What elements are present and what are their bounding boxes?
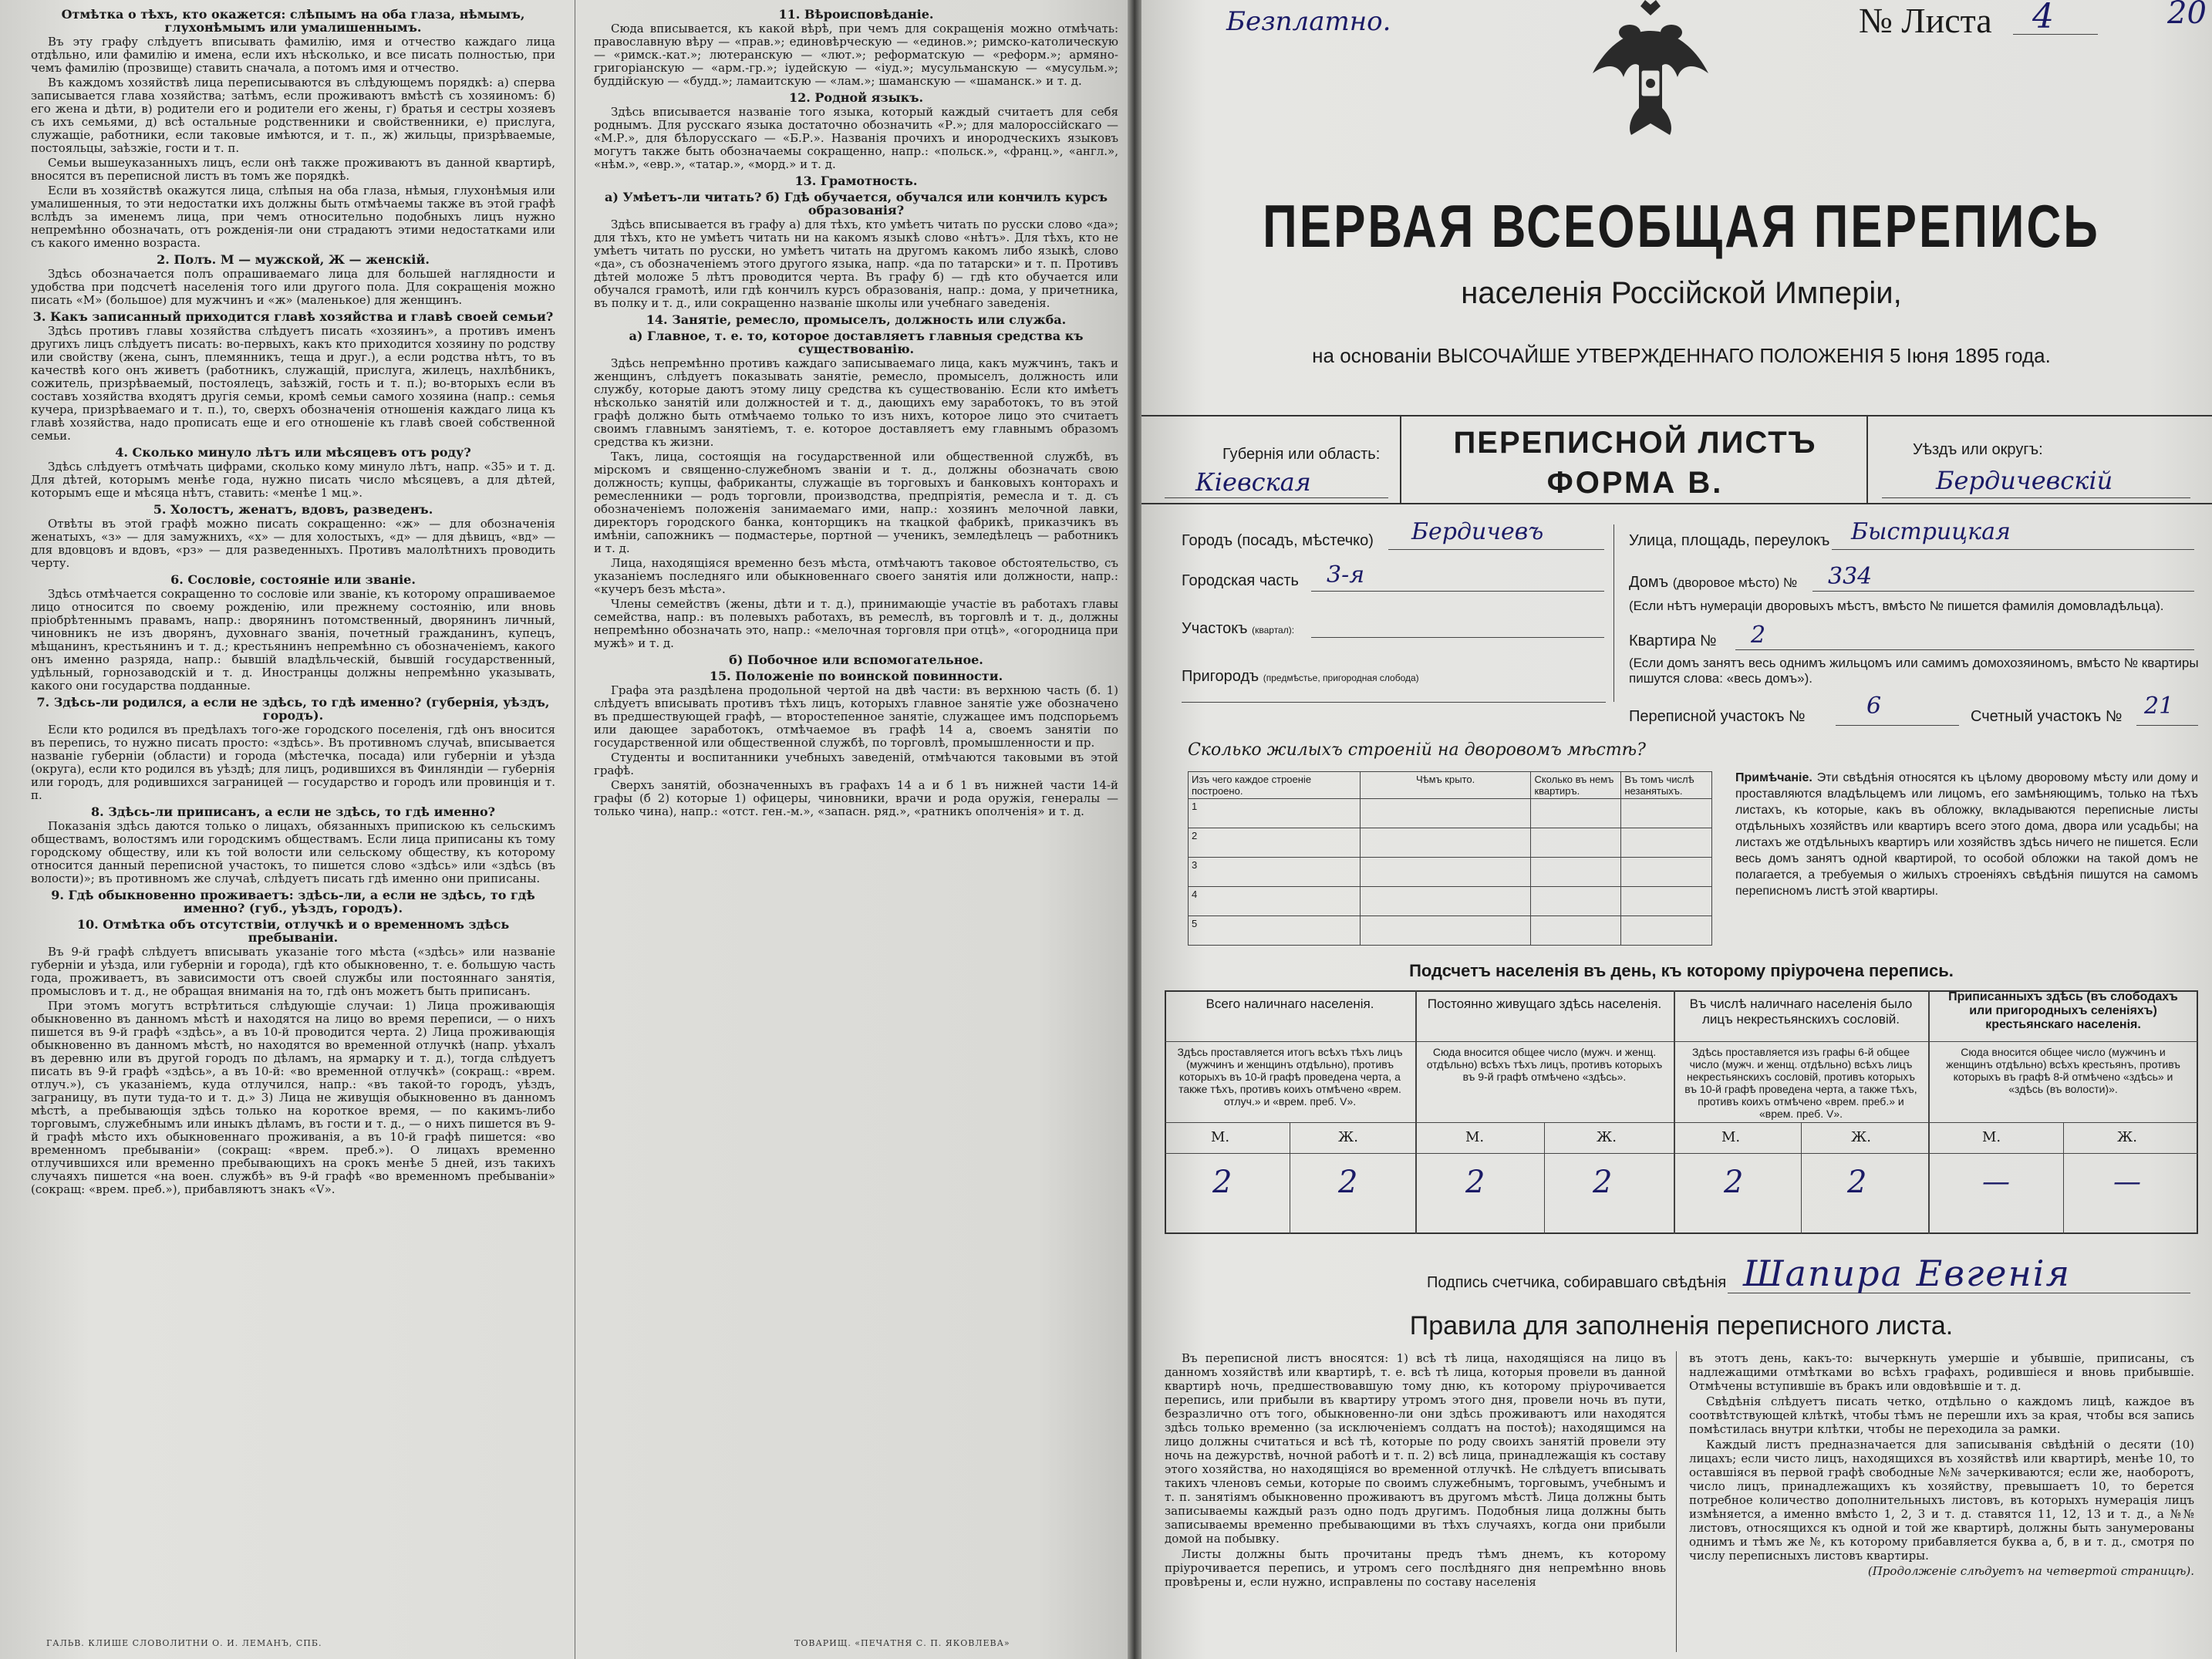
count-col4-head: Приписанныхъ здѣсь (въ слободахъ или пригородныхъ селеніяхъ) крестьянскаго населенія. [1948, 990, 2178, 1031]
buildings-header-material: Изъ чего каждое строеніе построено. [1189, 772, 1361, 799]
instruction-paragraph: Показанія здѣсь даются только о лицахъ, обязанныхъ припискою къ сельскимъ обществамъ, волостямъ или городскимъ обществамъ. Если лица приписаны къ тому городскому обществу, или къ той волости или сельскому обществу, къ которому относится данный переписной участокъ, то пишется слово «здѣсь» или «здѣсь (въ волости)»; въ противномъ же случаѣ, слѣдуетъ писать гдѣ именно они приписаны. [31, 819, 555, 885]
instruction-paragraph: Если въ хозяйствѣ окажутся лица, слѣпыя на оба глаза, нѣмыя, глухонѣмыя или умалишенныя, то эти недостатки ихъ должны быть отмѣчаемы также въ этой графѣ вслѣдъ за именемъ лица, при чемъ относительно подобныхъ лицъ нужно непремѣнно обозначать, отъ рожденія-ли они страдаютъ этими недостатками или съ какого именно возраста. [31, 184, 555, 250]
count-col4-f-value[interactable]: — [2113, 1166, 2141, 1198]
counter-district-label: Счетный участокъ № [1971, 708, 2123, 725]
rules-right-paragraph-1: въ этотъ день, какъ-то: вычеркнуть умершіе и убывшіе, приписаны, съ надлежащими отмѣтками во всѣхъ графахъ, родившіеся и вновь прибывшіе. Отмѣчены вступившіе въ бракъ или овдовѣвшіе и т. д. [1689, 1351, 2194, 1393]
instruction-heading: 2. Полъ. М — мужской, Ж — женскій. [157, 252, 430, 267]
buildings-cell[interactable] [1531, 828, 1621, 858]
instruction-heading: 8. Здѣсь-ли приписанъ, а если не здѣсь, то гдѣ именно? [90, 804, 496, 819]
buildings-row-number: 3 [1189, 858, 1361, 887]
header-divider-right [1866, 415, 1868, 504]
instruction-paragraph: Въ каждомъ хозяйствѣ лица переписываются въ слѣдующемъ порядкѣ: а) сперва записывается глава хозяйства; затѣмъ, если проживаютъ вмѣстѣ съ хозяиномъ: б) его жена и дѣти, в) родители его и родители его жены, г) братья и сестры хозяевъ съ ихъ семьями, д) всѣ остальные родственники и свойственники, е) прислуга, служащіе, работники, если таковые имѣются, и т. п., ж) жильцы, призрѣваемые, постояльцы, заѣзжіе, гости и т. п. [31, 76, 555, 155]
buildings-cell[interactable] [1621, 799, 1712, 828]
city-part-label: Городская часть [1182, 572, 1299, 589]
district-line [1311, 637, 1604, 638]
instruction-paragraph: Если кто родился въ предѣлахъ того-же городского поселенія, гдѣ онъ вносится въ перепись, то нужно писать просто: «здѣсь». Въ противномъ случаѣ, вписывается названіе губерніи (области) и города (мѣстечка, посада) или губерніи и уѣзда (округа), если кто родился въ уѣздѣ; для лицъ, родившихся въ Финляндіи — губернія или городъ, для родившихся заграницей — государство и городъ или провинція и т. п. [31, 723, 555, 802]
buildings-note [1735, 770, 2198, 899]
count-col-divider-1 [1415, 990, 1417, 1234]
house-label [1629, 574, 1797, 592]
count-col-divider-2 [1674, 990, 1675, 1234]
continued-note: (Продолженіе слѣдуетъ на четвертой страницѣ). [1867, 1564, 2194, 1578]
buildings-cell[interactable] [1360, 858, 1531, 887]
rules-divider [1676, 1351, 1677, 1652]
city-line [1388, 549, 1604, 550]
instruction-heading: а) Главное, т. е. то, которое доставляетъ главныя средства къ существованію. [629, 329, 1084, 356]
instruction-heading: Отмѣтка о тѣхъ, кто окажется: слѣпымъ на оба глаза, нѣмымъ, глухонѣмымъ или умалишеннымъ. [61, 7, 525, 35]
district-note: (квартал): [1252, 625, 1295, 636]
buildings-cell[interactable] [1621, 828, 1712, 858]
instruction-heading: 13. Грамотность. [794, 174, 918, 188]
buildings-cell[interactable] [1360, 916, 1531, 946]
gubernia-label: Губернія или область: [1222, 446, 1381, 463]
count-col4-desc: Сюда вносится общее число (мужчинъ и женщинъ отдѣльно) всѣхъ крестьянъ, противъ которыхъ въ графѣ 8-й отмѣчено «здѣсь» и «здѣсь (въ волости)». [1946, 1046, 2180, 1095]
instruction-paragraph: Въ эту графу слѣдуетъ вписывать фамилію, имя и отчество каждаго лица отдѣльно, или фамилію и имена, если ихъ нѣсколько, и все писать полностью, при чемъ фамилію (прозвище) ставить сначала, а потомъ имя и отчество. [31, 35, 555, 75]
city-part-field[interactable]: 3-я [1327, 561, 1365, 588]
buildings-header-apartments: Сколько въ немъ квартиръ. [1531, 772, 1621, 799]
note-text: Эти свѣдѣнія относятся къ цѣлому дворовому мѣсту или дому и проставляются владѣльцемъ или лицомъ, его замѣняющимъ, только на тѣхъ листахъ, къ которые, какъ въ обложку, вкладываются переписные листы отдѣльныхъ хозяйствъ или квартиръ всего этого дома, двора или усадьбы; на листахъ же отдѣльныхъ квартиръ или хозяйствъ здѣсь ничего не пишется. Если весь домъ занятъ одной квартирой, то особой обложки на такой домъ не полагается, а требуемыя о жилыхъ строеніяхъ свѣдѣнія пишутся на самомъ переписномъ листѣ этой квартиры. [1735, 771, 2198, 898]
census-district-field[interactable]: 6 [1866, 693, 1882, 720]
instruction-paragraph: Графа эта раздѣлена продольной чертой на двѣ части: въ верхнюю часть (б. 1) слѣдуетъ вписывать противъ тѣхъ лицъ, которыхъ главное занятіе уже обозначено въ предшествующей графѣ, — второстепенное занятіе, служащее имъ подспорьемъ или дающее заработокъ, отмѣчаемое въ графѣ 14 а, своемъ занятіи по государственной или общественной службѣ, по торговлѣ, промышленности и пр. [594, 683, 1118, 750]
instruction-heading: 15. Положеніе по воинской повинности. [709, 669, 1003, 683]
count-col-divider-3 [1928, 990, 1930, 1234]
count-mf-divider-2 [1544, 1122, 1545, 1234]
instruction-paragraph: Здѣсь противъ главы хозяйства слѣдуетъ писать «хозяинъ», а противъ именъ другихъ лицъ слѣдуетъ писать: во-первыхъ, какъ кто приходится хозяину по родству или свойству (жена, сынъ, племянникъ, теща и друг.), а если родства нѣтъ, то въ качествѣ кого онъ живетъ (работникъ, служащій, прислуга, жилецъ, нахлѣбникъ, сожитель, призрѣваемый, постоялецъ, заѣзжій, гость и т. п.); во-вторыхъ если въ составъ хозяйства входятъ другія семьи, кромѣ семьи самого хозяина (напр.: семья кучера, призрѣваемаго и т. п.), то, сверхъ обозначенія отношенія каждаго лица къ главѣ хозяйства, надо прописать еще и его отношеніе къ главѣ своей собственной семьи. [31, 324, 555, 443]
imperial-eagle-emblem [1585, 0, 1716, 139]
page-corner-number: 20 [2167, 0, 2207, 31]
instruction-heading: 14. Занятіе, ремесло, промыселъ, должность или служба. [646, 312, 1067, 327]
instruction-paragraph: Здѣсь вписывается въ графу а) для тѣхъ, кто умѣетъ читать по русски слово «да»; для тѣхъ, кто не умѣетъ читать ни на какомъ языкѣ слово «нѣтъ». Для тѣхъ, кто не умѣетъ читать по русски, но умѣетъ читать на другомъ какомъ либо языкѣ, слово «да», съ обозначеніемъ этого другого языка, напр. «да по татарски» и т. п. Противъ дѣтей моложе 5 лѣтъ проводится черта. Въ графу б) — гдѣ кто обучается или обучался грамотѣ, или гдѣ кончилъ курсъ образованія, напр.: дома, у причетника, въ полку и т. д., или сокращенно названіе школы или учебнаго заведенія. [594, 217, 1118, 310]
buildings-cell[interactable] [1531, 916, 1621, 946]
count-col2-desc: Сюда вносится общее число (мужч. и женщ. отдѣльно) всѣхъ тѣхъ лицъ, противъ которыхъ въ 9-й графѣ отмѣчено «здѣсь». [1426, 1046, 1663, 1083]
count-col1-head: Всего наличнаго населенія. [1205, 996, 1374, 1011]
instruction-paragraph: Здѣсь непремѣнно противъ каждаго записываемаго лица, какъ мужчинъ, такъ и женщинъ, слѣдуетъ показывать занятіе, ремесло, промыселъ, должность или службу, которые даютъ этому лицу средства къ существованію. Если кто имѣетъ нѣсколько занятій или должностей и т. д., дающихъ ему заработокъ, то въ этой графѣ должно быть отмѣчаемо только то изъ нихъ, которое лицо это считаетъ своимъ главнымъ занятіемъ, т. е. которое доставляетъ ему главнымъ образомъ средства къ жизни. [594, 356, 1118, 449]
instructions-column-a [31, 0, 555, 1659]
gubernia-field[interactable]: Кіевская [1195, 467, 1311, 497]
count-col3-f-value[interactable]: 2 [1847, 1165, 1867, 1200]
suburb-note: (предмѣстье, пригородная слобода) [1263, 673, 1419, 683]
rules-right-column [1689, 1351, 2194, 1578]
house-label-text: Домъ [1629, 574, 1669, 591]
count-col1-m-label: М. [1211, 1129, 1230, 1145]
instruction-paragraph: Сюда вписывается, къ какой вѣрѣ, при чемъ для сокращенія можно отмѣчать: православную вѣру — «прав.»; единовѣрческую — «единов.»; римско-католическую — «римск.-кат.»; лютеранскую — «лют.»; реформатскую — «реформ.»; армяно-григоріанскую — «арм.-гр.»; іудейскую — «іуд.»; мусульманскую — «мусульм.»; буддійскую — «будд.»; ламаитскую — «лам.»; шаманскую — «шаманск.» и т. д. [594, 22, 1118, 88]
instruction-paragraph: Въ 9-й графѣ слѣдуетъ вписывать указаніе того мѣста («здѣсь» или названіе губерніи и уѣзда, или губерніи и города), гдѣ кто обыкновенно, т. е. большую часть года, проживаетъ, въ зависимости отъ своей службы или постояннаго занятія, промысловъ и т. д., не обращая вниманія на то, гдѣ онъ можетъ быть приписанъ. [31, 945, 555, 998]
rules-left-paragraph-2: Листы должны быть прочитаны предъ тѣмъ днемъ, къ которому пріурочивается перепись, и утромъ сего послѣдняго дня непремѣнно вновь провѣрены и, если нужно, исправлены по составу населенія [1165, 1547, 1666, 1589]
buildings-cell[interactable] [1621, 887, 1712, 916]
buildings-row-number: 2 [1189, 828, 1361, 858]
buildings-row-number: 5 [1189, 916, 1361, 946]
census-subtitle: населенія Россійской Имперіи, [1461, 276, 1902, 310]
count-col2-f-value[interactable]: 2 [1593, 1165, 1613, 1200]
instruction-heading: 10. Отмѣтка объ отсутствіи, отлучкѣ и о временномъ здѣсь пребываніи. [76, 917, 510, 945]
suburb-line [1182, 702, 1606, 703]
signature-field[interactable]: Шапира Евгенія [1743, 1253, 2071, 1294]
buildings-row-number: 4 [1189, 887, 1361, 916]
count-col2-f-label: Ж. [1597, 1129, 1617, 1145]
instruction-paragraph: Здѣсь обозначается полъ опрашиваемаго лица для большей наглядности и удобства при подсчетѣ населенія того или другого пола. Для сокращенія можно писать «М» (большое) для мужчинъ и «ж» (маленькое) для женщинъ. [31, 267, 555, 307]
sheet-number-label: № Листа [1859, 1, 1992, 40]
street-line [1832, 549, 2194, 550]
instruction-heading: 3. Какъ записанный приходится главѣ хозяйства и главѣ своей семьи? [32, 309, 554, 324]
buildings-header-roof: Чѣмъ крыто. [1360, 772, 1531, 799]
house-footnote: (Если нѣтъ нумераціи дворовыхъ мѣстъ, вмѣсто № пишется фамилія домовладѣльца). [1629, 599, 2164, 613]
instruction-heading: 4. Сколько минуло лѣтъ или мѣсяцевъ отъ роду? [115, 445, 471, 460]
sheet-number-line [2013, 34, 2098, 35]
buildings-cell[interactable] [1360, 887, 1531, 916]
count-col4-m-value[interactable]: — [1982, 1166, 2010, 1198]
count-col3-desc: Здѣсь проставляется изъ графы 6-й общее число (мужч. и женщ. отдѣльно) всѣхъ лицъ некрестьянскихъ сословій, противъ которыхъ въ 10-й графѣ проведена черта, а также тѣхъ, противъ коихъ отмѣчено «врем. преб.» и «врем. преб. V». [1684, 1046, 1917, 1120]
count-col3-f-label: Ж. [1851, 1129, 1871, 1145]
instruction-paragraph: Лица, находящіяся временно безъ мѣста, отмѣчаютъ таковое обстоятельство, съ указаніемъ последняго или обыкновеннаго своего занятія или должности, напр.: «кучеръ безъ мѣста». [594, 556, 1118, 596]
city-field[interactable]: Бердичевъ [1411, 518, 1544, 545]
buildings-header-vacant: Въ томъ числѣ незанятыхъ. [1621, 772, 1712, 799]
count-col1-f-label: Ж. [1338, 1129, 1358, 1145]
count-col1-m-value[interactable]: 2 [1212, 1165, 1232, 1200]
buildings-cell[interactable] [1531, 887, 1621, 916]
rules-left-paragraph: Въ переписной листъ вносятся: 1) всѣ тѣ лица, находящіяся на лицо въ данномъ хозяйствѣ или квартирѣ, т. е. всѣ тѣ лица, которыя провели въ данной квартирѣ ночь, предшествовавшую тому дню, къ которому пріурочивается перепись, или прибыли въ квартиру утромъ этого дня, провели ночь въ пути, безразлично отъ того, обыкновенно-ли они здѣсь проживаютъ или находятся здѣсь только временно (за исключеніемъ солдатъ на постоѣ); находящимся на лицо должны считаться и всѣ тѣ, которые по роду своихъ занятій провели эту ночь на дежурствѣ, ночной работѣ и т. п. 2) всѣ лица, принадлежащія къ составу этого хозяйства, но находящіяся во временной отлучкѣ. Не слѣдуетъ вписывать такихъ членовъ семьи, которые по своимъ служебнымъ, торговымъ, учебнымъ и т. п. занятіямъ обыкновенно проживаютъ въ другомъ мѣстѣ. Лица должны быть записываемы каждый разъ одно подъ другимъ. Подобныя лица должны быть записываемы временно пребывающими въ тѣхъ случаяхъ, когда они прибыли домой на побывку. [1165, 1351, 1666, 1546]
printer-imprint-left: ГАЛЬВ. КЛИШЕ СЛОВОЛИТНИ О. И. ЛЕМАНЪ, СПБ. [46, 1638, 322, 1648]
census-district-label: Переписной участокъ № [1629, 708, 1806, 725]
form-title: ПЕРЕПИСНОЙ ЛИСТЪ [1453, 426, 1817, 460]
census-form-page [1141, 0, 2212, 1659]
address-divider [1613, 524, 1614, 702]
instruction-heading: 5. Холостъ, женатъ, вдовъ, разведенъ. [153, 502, 433, 517]
count-col3-m-label: М. [1721, 1129, 1741, 1145]
instruction-heading: 12. Родной языкъ. [788, 90, 924, 105]
street-field[interactable]: Быстрицкая [1851, 518, 2011, 545]
header-band-bottom [1141, 503, 2212, 504]
district-label-text: Участокъ [1182, 620, 1248, 637]
buildings-cell[interactable] [1360, 828, 1531, 858]
counter-district-line [2136, 725, 2198, 726]
signature-label: Подпись счетчика, собиравшаго свѣдѣнія [1427, 1274, 1727, 1291]
instruction-paragraph: Сверхъ занятій, обозначенныхъ въ графахъ 14 а и б 1 въ нижней части 14-й графы (б 2) которые 1) офицеры, чиновники, врачи и рода оружія, генералы — только чина), напр.: «отст. ген.-м.», «запасн. ряд.», «ратникъ ополченія» и т. д. [594, 778, 1118, 818]
census-title: ПЕРВАЯ ВСЕОБЩАЯ ПЕРЕПИСЬ [1263, 194, 2100, 261]
instruction-heading: б) Побочное или вспомогательное. [729, 652, 983, 667]
instruction-heading: 7. Здѣсь-ли родился, а если не здѣсь, то гдѣ именно? (губернія, уѣздъ, городъ). [36, 695, 550, 723]
instruction-paragraph: Здѣсь вписывается названіе того языка, который каждый считаетъ для себя роднымъ. Для русскаго языка достаточно обозначить «Р.»; для малороссійскаго — «М.Р.», для бѣлорусскаго — «Б.Р.». Названія прочихъ и инородческихъ языковъ могутъ также быть обозначаемы сокращенно, напр.: «польск.», «франц.», «англ.», «нѣм.», «евр.», «татар.», «морд.» и т. д. [594, 105, 1118, 171]
house-field[interactable]: 334 [1828, 563, 1873, 590]
count-col3-head: Въ числѣ наличнаго населенія было лицъ некрестьянскихъ сословій. [1689, 996, 1913, 1027]
city-part-line [1311, 591, 1604, 592]
instruction-paragraph: Семьи вышеуказанныхъ лицъ, если онѣ также проживаютъ въ данной квартирѣ, вносятся въ переписной листъ въ томъ же порядкѣ. [31, 156, 555, 183]
instruction-heading: 11. Вѣроисповѣданіе. [778, 7, 934, 22]
rules-left-column [1165, 1351, 1666, 1589]
buildings-cell[interactable] [1531, 858, 1621, 887]
suburb-label-text: Пригородъ [1182, 668, 1259, 685]
population-count-title: Подсчетъ населенія въ день, къ которому пріурочена перепись. [1409, 961, 1954, 980]
census-district-line [1836, 725, 1959, 726]
buildings-cell[interactable] [1621, 858, 1712, 887]
uezd-field[interactable]: Бердичевскій [1936, 466, 2113, 495]
header-band-top [1141, 415, 2212, 416]
note-title: Примѣчаніе. [1735, 771, 1812, 784]
count-col2-head: Постоянно живущаго здѣсь населенія. [1427, 996, 1662, 1011]
apartment-line [1735, 649, 2194, 650]
sheet-number-value: 4 [2032, 0, 2054, 36]
instruction-heading: 9. Гдѣ обыкновенно проживаетъ: здѣсь-ли, а если не здѣсь, то гдѣ именно? (губ., уѣздъ, городъ). [51, 888, 535, 915]
instruction-paragraph: При этомъ могутъ встрѣтиться слѣдующіе случаи: 1) Лица проживающія обыкновенно въ данномъ мѣстѣ и находятся на лицо во время переписи, — о нихъ пишется въ 9-й графѣ «здѣсь», а въ 10-й проводится черта. 2) Лица проживающія обыкновенно въ данномъ мѣстѣ, но находятся во временной отлучкѣ (напр. уѣхалъ въ деревню или въ другой городъ по дѣламъ, на ярмарку и т. д.), тогда слѣдуетъ писать въ 9-й графѣ «здѣсь», а въ 10-й: «во временной отлучкѣ» (сокращ.: «врем. отлуч.»), съ указаніемъ, куда отлучился, напр.: «въ такой-то городъ, уѣздъ, заграницу, въ пути туда-то и т. д.» 3) Лица не живущія обыкновенно въ данномъ мѣстѣ, а пребывающія здѣсь только на короткое время, — по какимъ-либо торговымъ, служебнымъ или иныкъ дѣламъ, въ гости и т. д., — о нихъ пишется въ 9-й графѣ мѣсто ихъ обыкновеннаго проживанія, а въ 10-й графѣ пишется: «во временномъ пребываніи» (сокращ: «врем. преб.»). О лицахъ временно отлучившихся или временно пребывающихъ на срокъ менѣе 5 дней, изъ такихъ случаяхъ пишется «на воен. службѣ» въ 9-й графѣ «во временномъ пребываніи» (сокращ: «врем. преб.»), прибавляютъ знакъ «V». [31, 999, 555, 1196]
city-label: Городъ (посадъ, мѣстечко) [1182, 532, 1374, 549]
count-col4-m-label: М. [1982, 1129, 2001, 1145]
count-head-rule [1165, 1041, 2198, 1042]
instruction-heading: а) Умѣетъ-ли читать? б) Гдѣ обучается, обучался или кончилъ курсъ образованія? [604, 190, 1108, 217]
uezd-line [1882, 497, 2190, 498]
count-col1-desc: Здѣсь проставляется итогъ всѣхъ тѣхъ лицъ (мужчинъ и женщинъ отдѣльно), противъ которыхъ въ 10-й графѣ проведена черта, а также тѣхъ, противъ коихъ отмѣчено «врем. отлуч.» и «врем. преб. V». [1177, 1046, 1403, 1108]
rules-title: Правила для заполненія переписного листа. [1409, 1311, 1954, 1340]
count-mf-divider-3 [1801, 1122, 1802, 1234]
count-mf-rule [1165, 1153, 2198, 1154]
instructions-column-b [594, 0, 1118, 1659]
buildings-cell[interactable] [1531, 799, 1621, 828]
instruction-paragraph: Такъ, лица, состоящія на государственной или общественной службѣ, въ мірскомъ и священно-служебномъ званіи и т. д., должны обозначать свою должность; купцы, фабриканты, служащіе въ торговыхъ и банковыхъ конторахъ и ремесленники — родъ торговли, производства, предпріятія, ремесла и т. д. съ обозначеніемъ положенія занимаемаго ими, напр.: хозяинъ мелочной лавки, директоръ городского банка, конторщикъ на ткацкой фабрикѣ, приказчикъ въ имѣніи, сапожникъ — подмастерье, портной — ученикъ, земледѣлецъ — работникъ и т. д. [594, 450, 1118, 555]
instruction-paragraph: Члены семействъ (жены, дѣти и т. д.), принимающіе участіе въ работахъ главы семейства, напр.: въ полевыхъ работахъ, въ ремеслѣ, въ торговлѣ и т. д., должны непремѣнно обозначать это, напр.: «мелочная торговля при отцѣ», «огородница при мужѣ» и т. д. [594, 597, 1118, 650]
instruction-paragraph: Здѣсь отмѣчается сокращенно то сословіе или званіе, къ которому опрашиваемое лицо относится по своему рожденію, или прежнему состоянію, или вновь пріобрѣтеннымъ правамъ, напр.: дворянинъ потомственный, дворянинъ личный, чиновникъ не изъ дворянъ, духовнаго званія, почетный гражданинъ, купецъ, мѣщанинъ, крестьянинъ и т. д.; крестьянинъ непремѣнно съ обозначеніемъ, какого онъ именно разряда, напр.: бывшій владѣльческій, бывшій государственный, удѣльный, горнозаводскій и т. д. Иностранцы должны непремѣнно указывать, какого они государства подданные. [31, 587, 555, 693]
book-gutter [1128, 0, 1141, 1659]
buildings-cell[interactable] [1360, 799, 1531, 828]
instruction-heading: 6. Сословіе, состояніе или званіе. [170, 572, 416, 587]
street-label: Улица, площадь, переулокъ [1629, 532, 1830, 549]
buildings-row-number: 1 [1189, 799, 1361, 828]
suburb-label [1182, 668, 1419, 686]
instruction-paragraph: Отвѣты въ этой графѣ можно писать сокращенно: «ж» — для обозначенія женатыхъ, «з» — для замужнихъ, «х» — для холостыхъ, «д» — для дѣвицъ, «вд» — для вдовцовъ и вдовъ, «рз» — для разведенныхъ. Противъ малолѣтнихъ проводить черту. [31, 517, 555, 570]
buildings-cell[interactable] [1621, 916, 1712, 946]
count-desc-rule [1165, 1122, 2198, 1123]
legal-basis: на основаніи ВЫСОЧАЙШЕ УТВЕРЖДЕННАГО ПОЛОЖЕНІЯ 5 Іюня 1895 года. [1312, 344, 2051, 367]
rules-right-paragraph-2: Свѣдѣнія слѣдуетъ писать четко, отдѣльно о каждомъ лицѣ, каждое въ соотвѣтствующей клѣткѣ, чтобы тѣмъ не перешли ихъ за края, чтобы вся запись помѣстилась внутри клѣтки, чтобы не переходила за рамки. [1689, 1394, 2194, 1436]
free-label: Безплатно. [1226, 6, 1391, 37]
count-mf-divider-4 [2063, 1122, 2064, 1234]
header-divider-left [1400, 415, 1401, 504]
count-col3-m-value[interactable]: 2 [1724, 1165, 1744, 1200]
apartment-label: Квартира № [1629, 632, 1717, 649]
district-label [1182, 620, 1294, 638]
printer-imprint-right: ТОВАРИЩ. «ПЕЧАТНЯ С. П. ЯКОВЛЕВА» [794, 1638, 1010, 1648]
form-subtitle: ФОРМА В. [1546, 466, 1724, 500]
apartment-field[interactable]: 2 [1751, 622, 1766, 649]
counter-district-field[interactable]: 21 [2144, 693, 2174, 720]
buildings-table [1188, 771, 1712, 946]
gubernia-line [1165, 497, 1388, 498]
count-col1-f-value[interactable]: 2 [1338, 1165, 1358, 1200]
count-col2-m-label: М. [1465, 1129, 1485, 1145]
count-col2-m-value[interactable]: 2 [1465, 1165, 1485, 1200]
apartment-footnote: (Если домъ занятъ весь однимъ жильцомъ или самимъ домохозяиномъ, вмѣсто № квартиры пишутся слова: «весь домъ»). [1629, 656, 2199, 686]
instruction-paragraph: Студенты и воспитанники учебныхъ заведеній, отмѣчаются таковыми въ этой графѣ. [594, 750, 1118, 777]
instruction-paragraph: Здѣсь слѣдуетъ отмѣчать цифрами, сколько кому минуло лѣтъ, напр. «35» и т. д. Для дѣтей, которымъ менѣе года, нужно писать число мѣсяцевъ, а для дѣтей, которымъ еще и мѣсяца нѣтъ, ставить: «менѣе 1 мц.». [31, 460, 555, 500]
uezd-label: Уѣздъ или округъ: [1913, 441, 2043, 458]
house-note: (дворовое мѣсто) № [1672, 575, 1798, 590]
buildings-question: Сколько жилыхъ строеній на дворовомъ мѣстѣ? [1188, 740, 1646, 760]
rules-right-paragraph-3: Каждый листъ предназначается для записыванія свѣдѣній о десяти (10) лицахъ; если чисто лицъ, находящихся въ хозяйствѣ или квартирѣ, менѣе 10, то оставшіяся въ первой графѣ свободные №№ зачеркиваются; если же, наоборотъ, число лицъ, принадлежащихъ къ хозяйству, превышаетъ 10, то берется потребное количество дополнительныхъ листовъ, въ которыхъ нумерація лицъ измѣняется, а именно вмѣсто 1, 2, 3 и т. д. ставятся 11, 12, 13 и т. д., а №№ листовъ, относящихся къ одной и той же квартирѣ, должны быть занумерованы однимъ и тѣмъ же №, къ которому прибавляется буква а, б, в и т. д., смотря по числу переписныхъ листовъ квартиры. [1689, 1438, 2194, 1563]
count-col4-f-label: Ж. [2117, 1129, 2137, 1145]
house-line [1812, 591, 2194, 592]
